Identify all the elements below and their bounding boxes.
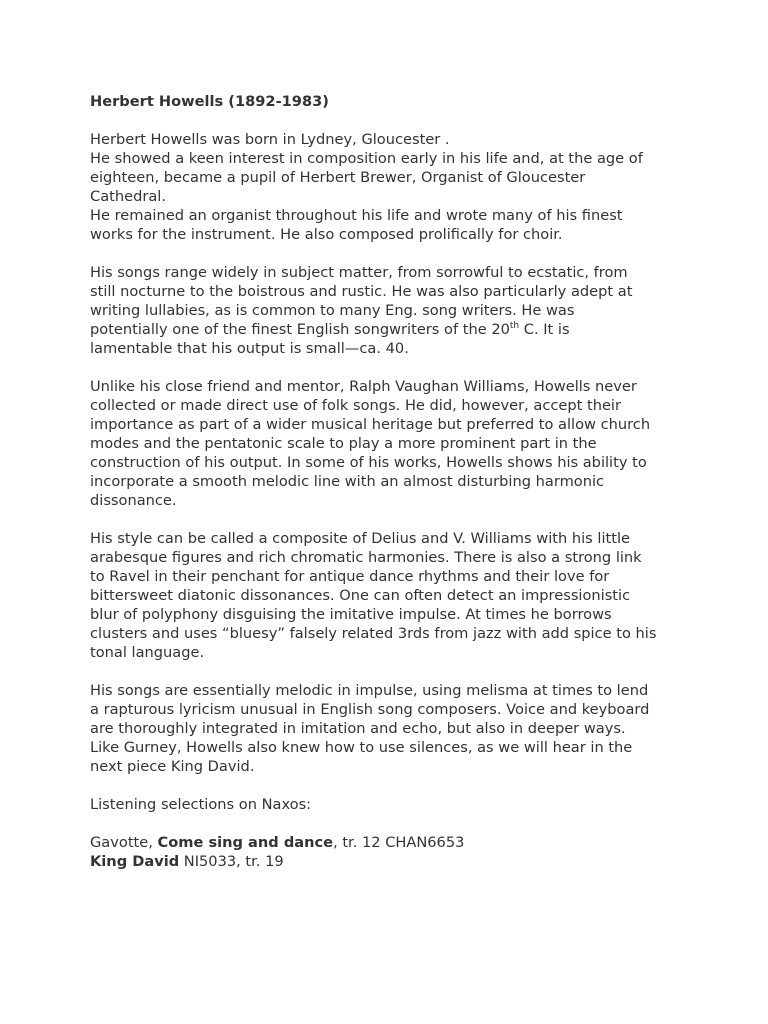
document-title: Herbert Howells (1892-1983) <box>90 93 329 110</box>
text-line: works for the instrument. He also composed prolifically for choir. <box>90 226 563 243</box>
text-line: modes and the pentatonic scale to play a more prominent part in the <box>90 435 597 452</box>
text-line: eighteen, became a pupil of Herbert Brewer, Organist of Gloucester <box>90 169 586 186</box>
text-line: clusters and uses “bluesy” falsely related 3rds from jazz with add spice to his <box>90 625 657 642</box>
document-body <box>90 92 690 871</box>
text-fragment: potentially one of the finest English songwriters of the 20 <box>90 321 510 338</box>
text-line: Unlike his close friend and mentor, Ralph Vaughan Williams, Howells never <box>90 378 637 395</box>
text-line: dissonance. <box>90 492 177 509</box>
paragraph-folk-songs <box>90 377 690 510</box>
text-line <box>90 320 690 339</box>
text-line: He remained an organist throughout his life and wrote many of his finest <box>90 207 623 224</box>
piece-title: Come sing and dance <box>157 834 334 851</box>
text-line: are thoroughly integrated in imitation and echo, but also in deeper ways. <box>90 720 626 737</box>
superscript: th <box>509 321 520 331</box>
listening-item <box>90 852 690 871</box>
text-line: incorporate a smooth melodic line with an almost disturbing harmonic <box>90 473 605 490</box>
text-line: Like Gurney, Howells also knew how to use silences, as we will hear in the <box>90 739 633 756</box>
paragraph-songs <box>90 263 690 358</box>
text-line: construction of his output. In some of his works, Howells shows his ability to <box>90 454 647 471</box>
paragraph-biography <box>90 130 690 244</box>
listening-heading: Listening selections on Naxos: <box>90 796 312 813</box>
text-line: tonal language. <box>90 644 205 661</box>
paragraph-melody <box>90 681 690 776</box>
text-line: collected or made direct use of folk songs. He did, however, accept their <box>90 397 621 414</box>
text-fragment: C. It is <box>519 321 570 338</box>
text-line: next piece King David. <box>90 758 255 775</box>
text-line: Cathedral. <box>90 188 166 205</box>
text-line: importance as part of a wider musical heritage but preferred to allow church <box>90 416 651 433</box>
item-prefix: Gavotte, <box>90 834 158 851</box>
text-line: arabesque figures and rich chromatic harmonies. There is also a strong link <box>90 549 642 566</box>
text-line: His songs are essentially melodic in impulse, using melisma at times to lend <box>90 682 649 699</box>
item-details: NI5033, tr. 19 <box>179 853 284 870</box>
text-line: Herbert Howells was born in Lydney, Gloucester . <box>90 131 450 148</box>
text-line: His style can be called a composite of Delius and V. Williams with his little <box>90 530 630 547</box>
text-line: writing lullabies, as is common to many Eng. song writers. He was <box>90 302 575 319</box>
text-line: blur of polyphony disguising the imitative impulse. At times he borrows <box>90 606 612 623</box>
piece-title: King David <box>90 853 180 870</box>
listening-selections <box>90 833 690 871</box>
text-line: to Ravel in their penchant for antique dance rhythms and their love for <box>90 568 610 585</box>
text-line: He showed a keen interest in composition early in his life and, at the age of <box>90 150 643 167</box>
text-line: a rapturous lyricism unusual in English song composers. Voice and keyboard <box>90 701 650 718</box>
text-line: lamentable that his output is small—ca. 40. <box>90 340 409 357</box>
paragraph-style <box>90 529 690 662</box>
text-line: still nocturne to the boistrous and rustic. He was also particularly adept at <box>90 283 633 300</box>
text-line: His songs range widely in subject matter, from sorrowful to ecstatic, from <box>90 264 628 281</box>
item-details: , tr. 12 CHAN6653 <box>333 834 465 851</box>
text-line: bittersweet diatonic dissonances. One can often detect an impressionistic <box>90 587 631 604</box>
listening-item <box>90 833 690 852</box>
